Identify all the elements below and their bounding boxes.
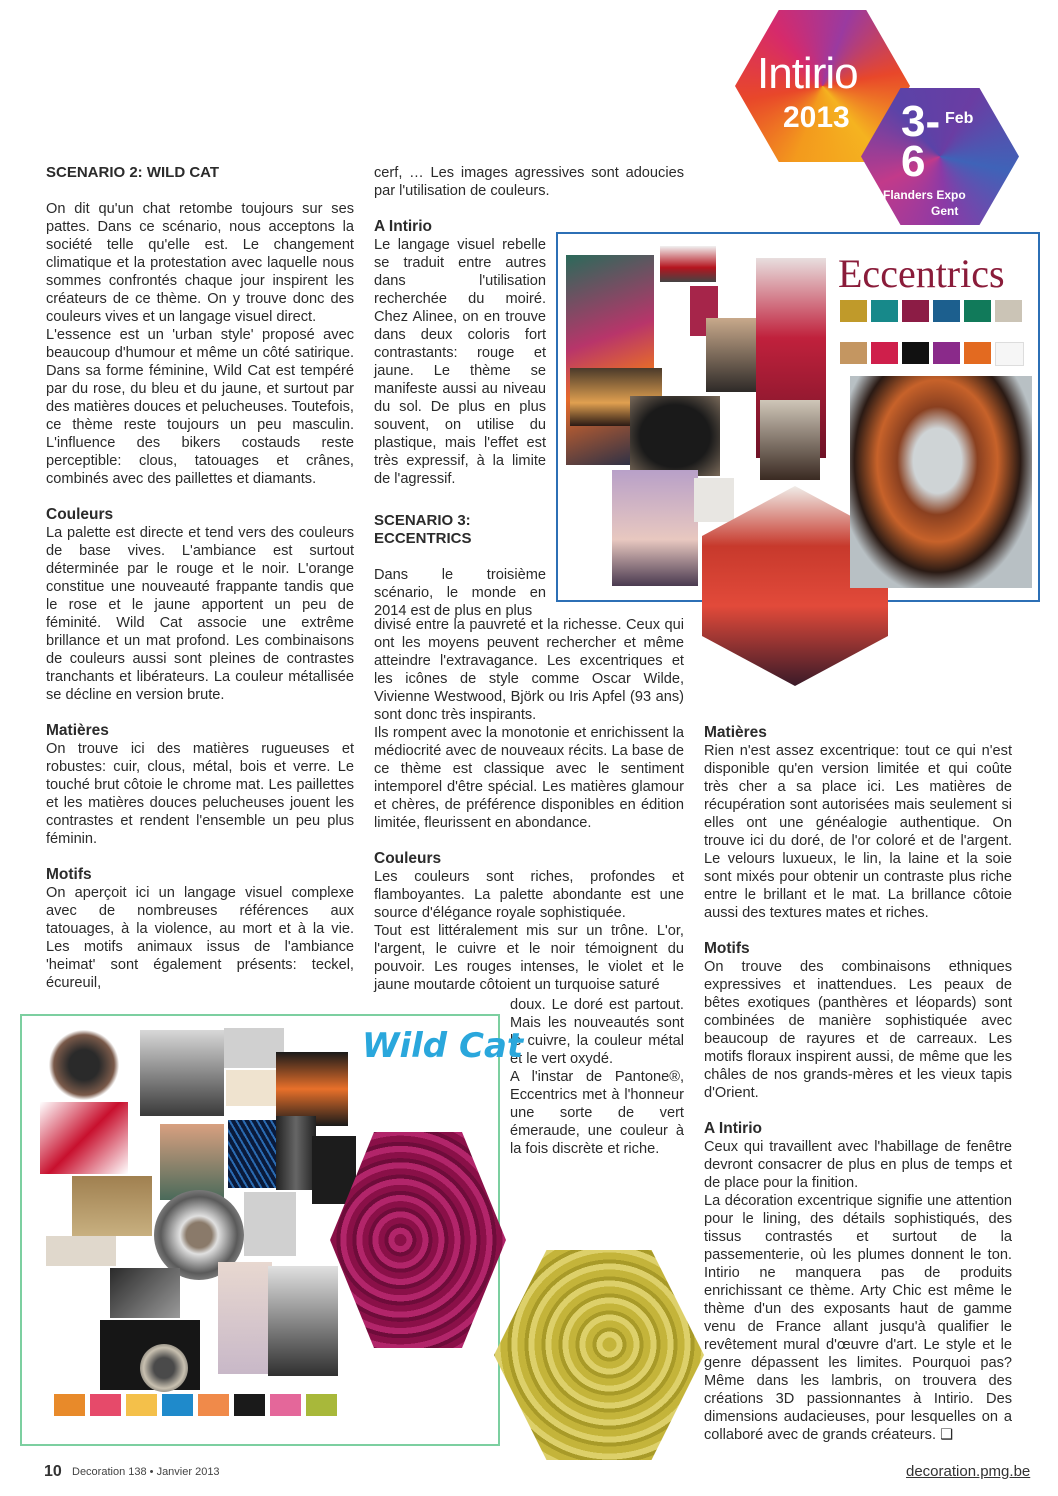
wildcat-color-swatch [234, 1394, 265, 1416]
eccentrics-intro-c: Ils rompent avec la monotonie et enrichissent la médiocrité avec de nouveaux récits. La base de ce thème est classique avec le sentiment intemporel d'être spécial. Les matières glamour et chères, de préférence disponibles en édition limitée, fleurissent en abondance. [374, 725, 684, 831]
wildcat-color-swatch [306, 1394, 337, 1416]
wildcat-color-swatch [126, 1394, 157, 1416]
wildcat-couleurs-text: La palette est directe et tend vers des couleurs de base vives. L'ambiance est surtout déterminée par le rouge et le noir. L'orange constitue une nouveauté frappante tandis que le rose et le jaune apportent un peu de féminité. Wild Cat associe une extrême brillance et un mat profond. Les combinaisons de couleurs aussi sont pleines de contrastes tranchants et libérateurs. La couleur métallisée se décline en version brute. [46, 525, 354, 703]
wildcat-color-swatch [270, 1394, 301, 1416]
eccentrics-color-swatch [995, 342, 1024, 366]
wildcat-matieres-text: On trouve ici des matières rugueuses et robustes: cuir, clous, métal, bois et verre. Le touché brut côtoie le chrome mat. Les paillettes et les matières douces pelucheuses jouent les contrastes et rendent l'ensemble un peu plus féminin. [46, 741, 354, 847]
wildcat-board-title: Wild Cat [362, 1026, 524, 1066]
photo-gun [110, 1268, 180, 1318]
photo-red-car [660, 246, 716, 282]
wildcat-intro-1: On dit qu'un chat retombe toujours sur ses pattes. Dans ce scénario, nous acceptons la société telle qu'elle est. Le changement climatique et la protestation avec laquelle nous sommes confrontés chaque jour inspirent les créateurs de ce thème. On y trouve donc des couleurs vives et un langage visuel direct. [46, 201, 354, 325]
wildcat-color-swatch [54, 1394, 85, 1416]
photo-red-heels [40, 1102, 128, 1174]
column-2-top [374, 164, 684, 218]
eccentrics-swatch-grid [840, 300, 1022, 384]
eccentrics-color-swatch [933, 342, 960, 364]
column-3 [704, 724, 1012, 1444]
badge-city: Gent [931, 204, 959, 218]
eccentrics-couleurs-d: A l'instar de Pantone®, Eccentrics met à l'honneur une sorte de vert émeraude, une couleur à la fois discrète et riche. [510, 1069, 684, 1157]
eccentrics-couleurs-c: doux. Le doré est partout. Mais les nouveautés sont le cuivre, la couleur métal et le vert oxydé. [510, 997, 684, 1067]
moire-fabric-yellow-hexagon [494, 1250, 704, 1460]
footer-page-number: 10 [44, 1463, 62, 1480]
badge-year: 2013 [783, 101, 850, 134]
wildcat-motifs-heading: Motifs [46, 866, 92, 883]
eccentrics-couleurs-heading: Couleurs [374, 850, 442, 867]
intirio-badge [735, 10, 1035, 230]
eccentrics-intirio-heading: A Intirio [704, 1120, 762, 1137]
photo-woman-dress [218, 1262, 272, 1374]
photo-tattoo-back [160, 1124, 224, 1200]
eccentrics-couleurs-a: Les couleurs sont riches, profondes et flamboyantes. La palette abondante est une source d'élégance royale sophistiquée. [374, 869, 684, 921]
photo-fur-rug [630, 396, 720, 476]
wildcat-swatch-row [54, 1394, 354, 1434]
wildcat-couleurs-heading: Couleurs [46, 506, 114, 523]
photo-bike [760, 400, 820, 480]
column-2-intirio [374, 218, 546, 620]
wildcat-color-swatch [198, 1394, 229, 1416]
eccentrics-color-swatch [995, 300, 1022, 322]
photo-chanel [694, 478, 734, 522]
scenario-3-title-line2: ECCENTRICS [374, 530, 472, 547]
wildcat-motifs-text: On aperçoit ici un langage visuel complexe avec de nombreuses références aux tatouages, à la violence, au mort et à la vie. Les motifs animaux issus de l'ambiance 'heimat' sont également présents: teckel, écureuil, [46, 885, 354, 991]
eccentrics-color-swatch [840, 342, 867, 364]
photo-purple-hair [612, 470, 698, 586]
eccentrics-intirio-a: Ceux qui travaillent avec l'habillage de fenêtre devront consacrer de plus en plus de temps et de place pour la finition. [704, 1139, 1012, 1191]
wildcat-intro-2: L'essence est un 'urban style' proposé avec beaucoup d'humour et même un côté satirique. Dans sa forme féminine, Wild Cat est tempéré par du rose, du bleu et du jaune, et surtout par des matières douces et pelucheuses. Toutefois, ce thème reste toujours un peu masculin. L'influence des bikers costauds reste perceptible: clous, tatouages et crânes, combinés avec des paillettes et diamants. [46, 327, 354, 487]
eccentrics-color-swatch [964, 342, 991, 364]
wildcat-motifs-continued: cerf, … Les images agressives sont adoucies par l'utilisation de couleurs. [374, 165, 684, 199]
eccentrics-color-swatch [902, 300, 929, 322]
photo-flame-print [276, 1052, 348, 1126]
photo-feather-collar [850, 376, 1032, 588]
badge-date: 3-6 [901, 97, 941, 186]
wildcat-color-swatch [162, 1394, 193, 1416]
wildcat-matieres-heading: Matières [46, 722, 109, 739]
wildcat-color-swatch [90, 1394, 121, 1416]
photo-skull-art [244, 1192, 296, 1256]
badge-brand: Intirio [757, 49, 858, 98]
eccentrics-color-swatch [902, 342, 929, 364]
wildcat-intirio-heading: A Intirio [374, 218, 432, 235]
end-of-article-mark: ❑ [940, 1427, 954, 1443]
footer-website-link[interactable]: decoration.pmg.be [906, 1463, 1031, 1480]
eccentrics-matieres-heading: Matières [704, 724, 767, 741]
photo-fur-texture [46, 1236, 116, 1266]
column-2-mid [374, 616, 684, 994]
eccentrics-motifs-text: On trouve des combinaisons ethniques expressives et inattendues. Les peaux de bêtes exotiques (panthères et léopards) sont combinées de manière sophistiquée avec beaucoup de rayures et de carreaux. Les motifs floraux inspirent aussi, de même que les châles de nos grands-mères et les vieux tapis d'Orient. [704, 959, 1012, 1101]
photo-iris-apfel [706, 318, 762, 392]
eccentrics-color-swatch [871, 300, 898, 322]
eccentrics-intro-a: Dans le troisième scénario, le monde en 2014 est de plus en plus [374, 567, 546, 619]
eccentrics-intirio-b-text: La décoration excentrique signifie une attention pour le lining, des détails sophistiqués, des tissus contrastés et surtout de la passementerie, où les plumes donnent le ton. Intirio ne manquera pas de produits enrichissant ce thème. Arty Chic est même le thème d'un des exposants haut de gamme venu de France allant jusqu'à qualifier le revêtement mural d'œuvre d'art. Le style et le genre dépassent les limites. Pourquoi pas? Même dans les lambris, on trouvera des créations 3D passionnantes à Intirio. Des dimensions audacieuses, pour lesquelles on a collaboré avec de grands créateurs. [704, 1193, 1012, 1443]
footer-issue: Decoration 138 • Janvier 2013 [72, 1466, 220, 1478]
column-2-bottom [510, 996, 684, 1158]
eccentrics-color-swatch [840, 300, 867, 322]
eccentrics-intirio-b [704, 1192, 1012, 1444]
eccentrics-matieres-text: Rien n'est assez excentrique: tout ce qui n'est disponible qu'en version limitée et qui coûte très cher a sa place ici. Les matières de récupération sont autorisées mais seulement si elles ont une généalogie authentique. On trouve ici du doré, de l'or coloré et de l'argent. Le velours luxueux, le lin, la laine et la soie sont mixés pour obtenir un contraste plus riche entre le brillant et le mat. La brillance côtoie aussi des textures mates et riches. [704, 743, 1012, 921]
eccentrics-color-swatch [871, 342, 898, 364]
eccentrics-motifs-heading: Motifs [704, 940, 750, 957]
badge-month: Feb [945, 110, 974, 127]
eccentrics-couleurs-b: Tout est littéralement mis sur un trône. L'or, l'argent, le cuivre et le noir témoignent du pouvoir. Les rouges intenses, le violet et le jaune moutarde côtoient un turquoise saturé [374, 923, 684, 993]
photo-studs [224, 1028, 284, 1068]
scenario-2-title: SCENARIO 2: WILD CAT [46, 164, 220, 181]
eccentrics-color-swatch [933, 300, 960, 322]
eccentrics-board-title: Eccentrics [838, 251, 1005, 296]
wildcat-intirio-text: Le langage visuel rebelle se traduit entre autres dans l'utilisation recherchée du moiré. Chez Alinee, on en trouve dans deux coloris fort contrastants: rouge et jaune. Le thème se manifeste aussi au niveau du sol. De plus en plus souvent, on utilise du plastique, mais l'effet est très expressif, à la limite de l'agressif. [374, 237, 546, 487]
badge-venue: Flanders Expo [883, 188, 966, 202]
photo-dog-rug [72, 1176, 152, 1236]
photo-black-ring [140, 1344, 188, 1392]
photo-feather-hat [48, 1030, 120, 1100]
photo-dark-bottle [276, 1116, 316, 1190]
eccentrics-intro-b: divisé entre la pauvreté et la richesse. Ceux qui ont les moyens peuvent rechercher et même atteindre l'extravagance. Les excentriques et les icônes de style comme Oscar Wilde, Vivienne Westwood, Björk ou Iris Apfel (93 ans) sont donc très inspirants. [374, 617, 684, 723]
eccentrics-color-swatch [964, 300, 991, 322]
photo-cracked-face [268, 1266, 338, 1376]
scenario-3-title-line1: SCENARIO 3: [374, 512, 471, 529]
photo-tattooed-man [140, 1030, 224, 1116]
column-1 [46, 164, 354, 992]
